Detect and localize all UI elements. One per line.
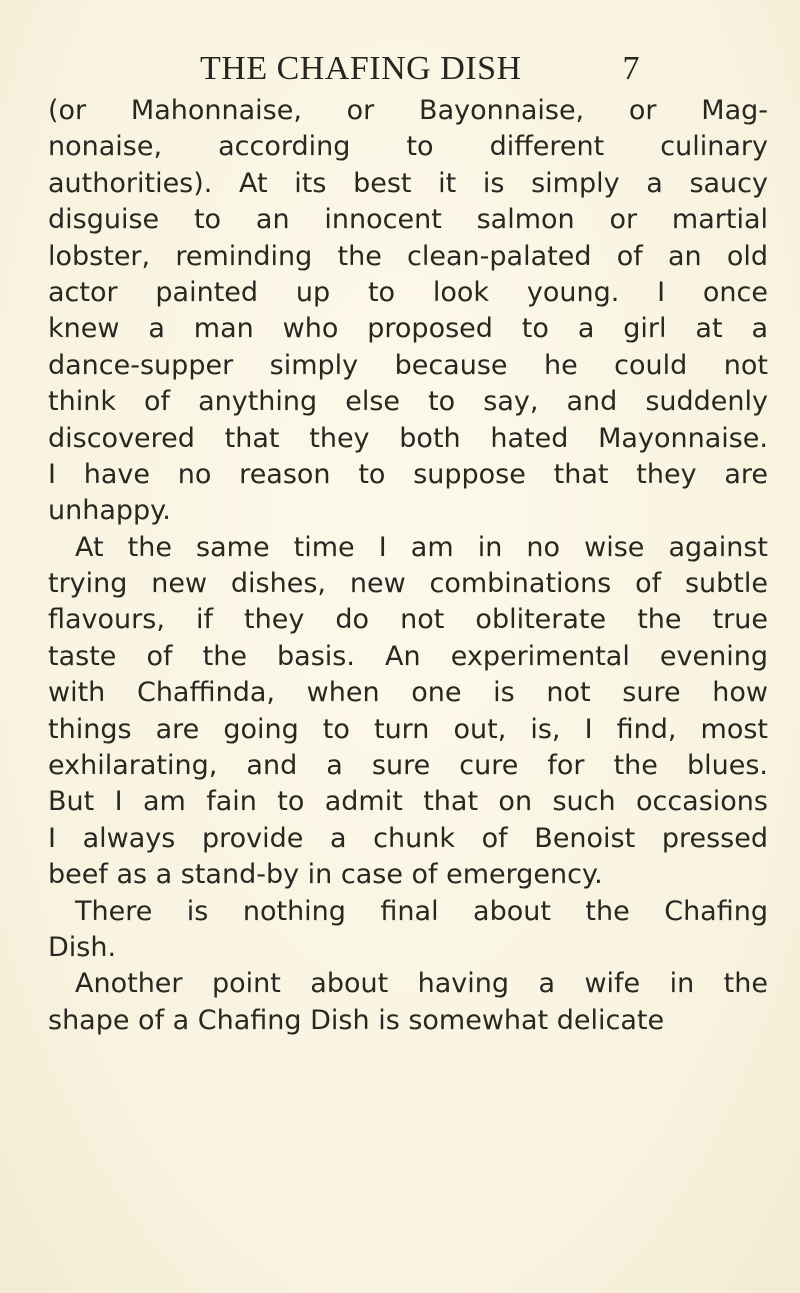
text-line: actor painted up to look young. I once bbox=[48, 276, 768, 308]
page-number: 7 bbox=[622, 50, 640, 87]
text-line: nonaise, according to different culinary bbox=[48, 131, 768, 163]
text-line: authorities). At its best it is simply a saucy bbox=[48, 167, 768, 199]
text-line: trying new dishes, new combinations of subtle bbox=[48, 568, 768, 600]
text-line: flavours, if they do not obliterate the true bbox=[48, 604, 768, 636]
text-line: shape of a Chafing Dish is somewhat delicate bbox=[48, 1004, 665, 1036]
text-line: exhilarating, and a sure cure for the blues. bbox=[48, 750, 768, 782]
text-line: Another point about having a wife in the bbox=[75, 968, 768, 1000]
running-head bbox=[170, 50, 640, 96]
running-title: THE CHAFING DISH bbox=[200, 50, 522, 87]
text-line: think of anything else to say, and suddenly bbox=[48, 386, 768, 418]
text-line: I always provide a chunk of Benoist pressed bbox=[48, 822, 768, 854]
text-line: unhappy. bbox=[48, 495, 171, 527]
text-line: beef as a stand-by in case of emergency. bbox=[48, 859, 603, 891]
text-line: lobster, reminding the clean-palated of an old bbox=[48, 240, 768, 272]
text-line: But I am fain to admit that on such occasions bbox=[48, 786, 768, 818]
text-line: knew a man who proposed to a girl at a bbox=[48, 313, 768, 345]
text-line: dance-supper simply because he could not bbox=[48, 349, 768, 381]
text-line: discovered that they both hated Mayonnaise. bbox=[48, 422, 768, 454]
text-line: At the same time I am in no wise against bbox=[75, 531, 768, 563]
body-text bbox=[48, 93, 768, 1039]
text-line: taste of the basis. An experimental evening bbox=[48, 640, 768, 672]
text-line: Dish. bbox=[48, 931, 117, 963]
text-line: disguise to an innocent salmon or martial bbox=[48, 204, 768, 236]
text-line: (or Mahonnaise, or Bayonnaise, or Mag- bbox=[48, 95, 768, 126]
text-line: things are going to turn out, is, I find, most bbox=[48, 713, 768, 745]
text-line: I have no reason to suppose that they are bbox=[48, 458, 768, 490]
text-line: with Chaffinda, when one is not sure how bbox=[48, 677, 768, 709]
text-line: There is nothing final about the Chafing bbox=[75, 895, 768, 927]
